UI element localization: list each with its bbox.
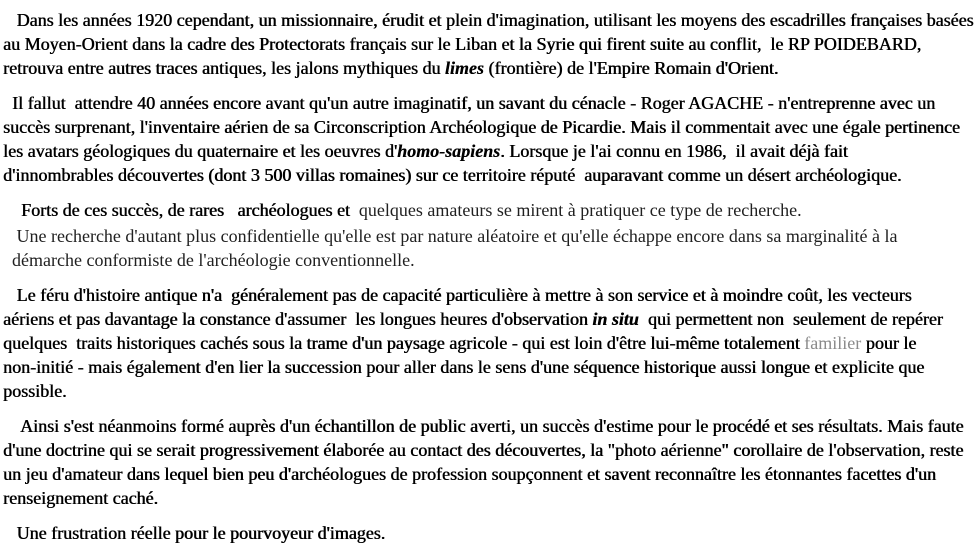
text-run: Forts de ces succès, de rares archéologues et: [3, 200, 355, 220]
text-run: . Lorsque je l'ai connu en 1986, il avait déjà fait: [500, 141, 848, 161]
text-line: [3, 414, 975, 438]
paragraph: [3, 198, 975, 222]
text-line: [3, 355, 975, 379]
text-line: [3, 307, 975, 331]
paragraph: [3, 224, 975, 272]
text-line: [3, 521, 975, 545]
text-line: [3, 331, 975, 355]
text-run: retrouva entre autres traces antiques, les jalons mythiques du: [3, 58, 445, 78]
text-run: quelques amateurs se mirent à pratiquer ce type de recherche.: [354, 200, 802, 220]
text-run: démarche conformiste de l'archéologie conventionnelle.: [3, 250, 415, 270]
muted-word: familier: [804, 333, 862, 353]
text-run: d'une doctrine qui se serait progressivement élaborée au contact des découvertes, la "photo aérienne" corollaire de l'observation, reste: [3, 440, 964, 460]
emphasized-term: in situ: [592, 309, 639, 329]
paragraph: [3, 8, 975, 80]
text-run: d'innombrables découvertes (dont 3 500 villas romaines) sur ce territoire réputé auparavant comme un désert archéologique.: [3, 165, 902, 185]
text-run: renseignement caché.: [3, 488, 158, 508]
text-run: possible.: [3, 381, 67, 401]
text-run: Ainsi s'est néanmoins formé auprès d'un échantillon de public averti, un succès d'estime pour le procédé et ses résultats. Mais faute: [3, 416, 964, 436]
text-line: [3, 379, 975, 403]
text-line: [3, 32, 975, 56]
text-line: [3, 248, 975, 272]
text-line: [3, 462, 975, 486]
text-run: pour le: [861, 333, 917, 353]
text-line: [3, 283, 975, 307]
text-line: [3, 438, 975, 462]
paragraph: [3, 91, 975, 187]
text-run: au Moyen-Orient dans la cadre des Protectorats français sur le Liban et la Syrie qui firent suite au conflit, le RP POIDEBARD,: [3, 34, 922, 54]
text-line: [3, 8, 975, 32]
text-run: (frontière) de l'Empire Romain d'Orient.: [483, 58, 779, 78]
text-run: Dans les années 1920 cependant, un missionnaire, érudit et plein d'imagination, utilisant les moyens des escadrilles françaises basées: [3, 10, 974, 30]
text-run: les avatars géologiques du quaternaire et les oeuvres d': [3, 141, 398, 161]
paragraph: [3, 283, 975, 403]
text-run: qui permettent non seulement de repérer: [638, 309, 943, 329]
paragraph: [3, 414, 975, 510]
text-line: [3, 224, 975, 248]
text-run: un jeu d'amateur dans lequel bien peu d'archéologues de profession soupçonnent et savent reconnaître les étonnantes facettes d'un: [3, 464, 936, 484]
text-line: [3, 163, 975, 187]
emphasized-term: limes: [444, 58, 484, 78]
text-run: quelques traits historiques cachés sous la trame d'un paysage agricole - qui est loin d'être lui-même totalement: [3, 333, 805, 353]
text-run: succès surprenant, l'inventaire aérien de sa Circonscription Archéologique de Picardie. Mais il commentait avec une égale pertinence: [3, 117, 960, 137]
text-line: [3, 139, 975, 163]
text-run: Le féru d'histoire antique n'a généralement pas de capacité particulière à mettre à son service et à moindre coût, les vecteurs: [3, 285, 912, 305]
text-run: non-initié - mais également d'en lier la succession pour aller dans le sens d'une séquence historique aussi longue et explicite que: [3, 357, 925, 377]
paragraph: [3, 521, 975, 545]
text-run: Une frustration réelle pour le pourvoyeur d'images.: [3, 523, 386, 543]
text-run: aériens et pas davantage la constance d'assumer les longues heures d'observation: [3, 309, 593, 329]
text-run: Il fallut attendre 40 années encore avant qu'un autre imaginatif, un savant du cénacle - Roger AGACHE - n'entreprenne avec un: [3, 93, 936, 113]
text-line: [3, 91, 975, 115]
text-line: [3, 486, 975, 510]
emphasized-term: homo-sapiens: [397, 141, 501, 161]
text-run: Une recherche d'autant plus confidentielle qu'elle est par nature aléatoire et qu'elle échappe encore dans sa marginalité à la: [3, 226, 898, 246]
text-line: [3, 115, 975, 139]
text-line: [3, 198, 975, 222]
text-line: [3, 56, 975, 80]
